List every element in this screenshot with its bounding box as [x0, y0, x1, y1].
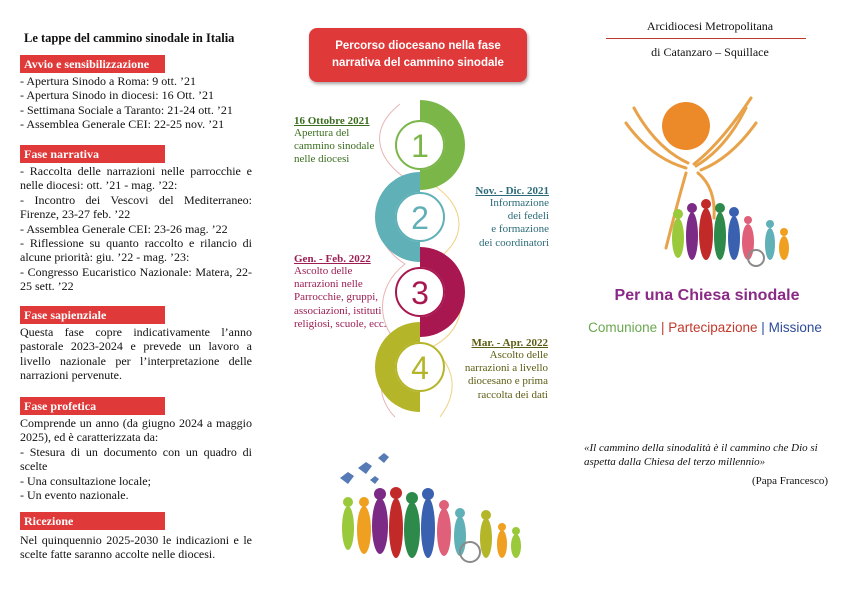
synod-logo: [606, 88, 806, 278]
step-number-3: 3: [411, 275, 429, 311]
step-desc-line: dei fedeli: [507, 210, 549, 223]
slogan-word-comunione: Comunione: [588, 320, 658, 335]
step-label-1: [294, 115, 394, 167]
body-line: - Settimana Sociale a Taranto: 21-24 ott. ’21: [20, 102, 233, 117]
step-number-2: 2: [411, 200, 429, 236]
step-number-4: 4: [411, 350, 429, 386]
section-heading-narrativa: Fase narrativa: [20, 145, 165, 163]
step-label-3: [294, 253, 404, 331]
step-date: Nov. - Dic. 2021: [475, 185, 549, 197]
step-desc-line: narrazioni nelle: [294, 278, 363, 291]
body-line: - Stesura di un documento con un quadro di scelte: [20, 444, 252, 474]
pope-quote: «Il cammino della sinodalità è il cammino che Dio si aspetta dalla Chiesa del terzo millennio»: [584, 442, 818, 468]
step-desc-line: Parrocchie, gruppi,: [294, 291, 378, 304]
step-desc-line: narrazioni a livello: [464, 362, 548, 375]
slogan-title: Per una Chiesa sinodale: [614, 287, 800, 304]
step-date: Mar. - Apr. 2022: [471, 337, 548, 349]
section-heading-ricezione: Ricezione: [20, 512, 165, 530]
body-line: Nel quinquennio 2025-2030 le indicazioni e le scelte fatte saranno accolte nelle diocesi.: [20, 533, 252, 562]
slogan-separator: |: [660, 320, 665, 335]
crowd-illustration: [330, 448, 530, 576]
page-title: Le tappe del cammino sinodale in Italia: [24, 31, 235, 45]
slogan-word-missione: Missione: [768, 320, 822, 335]
body-line: - Apertura Sinodo in diocesi: 16 Ott. ’21: [20, 88, 214, 103]
body-line: - Raccolta delle narrazioni nelle parrocchie e nelle diocesi: ott. ’21 - mag. ’22:: [20, 164, 252, 193]
step-desc-line: Ascolto delle: [489, 349, 548, 361]
step-date: Gen. - Feb. 2022: [294, 253, 371, 265]
step-desc-line: e formazione: [491, 223, 549, 236]
body-line: - Apertura Sinodo a Roma: 9 ott. ’21: [20, 74, 196, 88]
step-desc-line: associazioni, istituti: [294, 304, 382, 317]
step-desc-line: Informazione: [489, 197, 549, 209]
step-desc-line: cammino sinodale: [294, 140, 375, 153]
step-label-4: [440, 337, 548, 402]
body-line: - Riflessione su quanto raccolto e rilancio di alcune priorità: giu. ’22 - mag. ’23:: [20, 236, 252, 265]
slogan-words: [572, 320, 838, 335]
step-desc-line: Apertura del: [294, 127, 350, 139]
section-body-avvio: [20, 74, 252, 132]
body-line: - Assemblea Generale CEI: 22-25 nov. ’21: [20, 117, 225, 132]
logo-sun: [662, 102, 710, 150]
step-desc-line: religiosi, scuole, ecc.: [294, 317, 387, 330]
step-desc-line: Ascolto delle: [294, 265, 353, 277]
section-body-profetica: [20, 416, 252, 502]
body-line: - Assemblea Generale CEI: 23-26 mag. ’22: [20, 221, 228, 236]
percorso-title: Percorso diocesano nella fase narrativa del cammino sinodale: [332, 40, 504, 69]
step-date: 16 Ottobre 2021: [294, 115, 370, 127]
header-divider: [606, 38, 806, 39]
section-heading-sapienziale: Fase sapienziale: [20, 306, 165, 324]
section-heading-profetica: Fase profetica: [20, 397, 165, 415]
body-line: - Incontro dei Vescovi del Mediterraneo: Firenze, 23-27 feb. ’22: [20, 192, 252, 222]
section-body-ricezione: [20, 533, 252, 562]
diocese-name-line2: di Catanzaro – Squillace: [651, 45, 769, 59]
section-body-sapienziale: [20, 325, 252, 383]
slogan-word-partecipazione: Partecipazione: [668, 320, 758, 335]
step-label-2: [446, 185, 549, 250]
logo-crowd: [672, 199, 789, 266]
step-desc-line: nelle diocesi: [294, 153, 350, 166]
diocese-name-line1: Arcidiocesi Metropolitana: [646, 19, 774, 33]
step-desc-line: raccolta dei dati: [477, 388, 548, 401]
percorso-title-box: [309, 28, 527, 82]
slogan-separator: |: [761, 320, 765, 335]
body-line: - Un evento nazionale.: [20, 488, 129, 503]
step-desc-line: dei coordinatori: [479, 236, 549, 249]
body-line: Comprende un anno (da giugno 2024 a maggio 2025), ed è caratterizzata da:: [20, 416, 252, 445]
step-number-1: 1: [411, 128, 429, 164]
step-desc-line: diocesano e prima: [467, 375, 548, 388]
section-heading-avvio: Avvio e sensibilizzazione: [20, 55, 165, 73]
body-line: - Congresso Eucaristico Nazionale: Matera, 22-25 sett. ’22: [20, 264, 252, 294]
quote-author: (Papa Francesco): [751, 475, 828, 487]
body-line: Questa fase copre indicativamente l’anno pastorale 2023-2024 e prevede un lavoro a livello nazionale per l’interpretazione delle narrazioni pervenute.: [20, 325, 252, 383]
section-body-narrativa: [20, 164, 252, 294]
body-line: - Una consultazione locale;: [20, 473, 151, 488]
